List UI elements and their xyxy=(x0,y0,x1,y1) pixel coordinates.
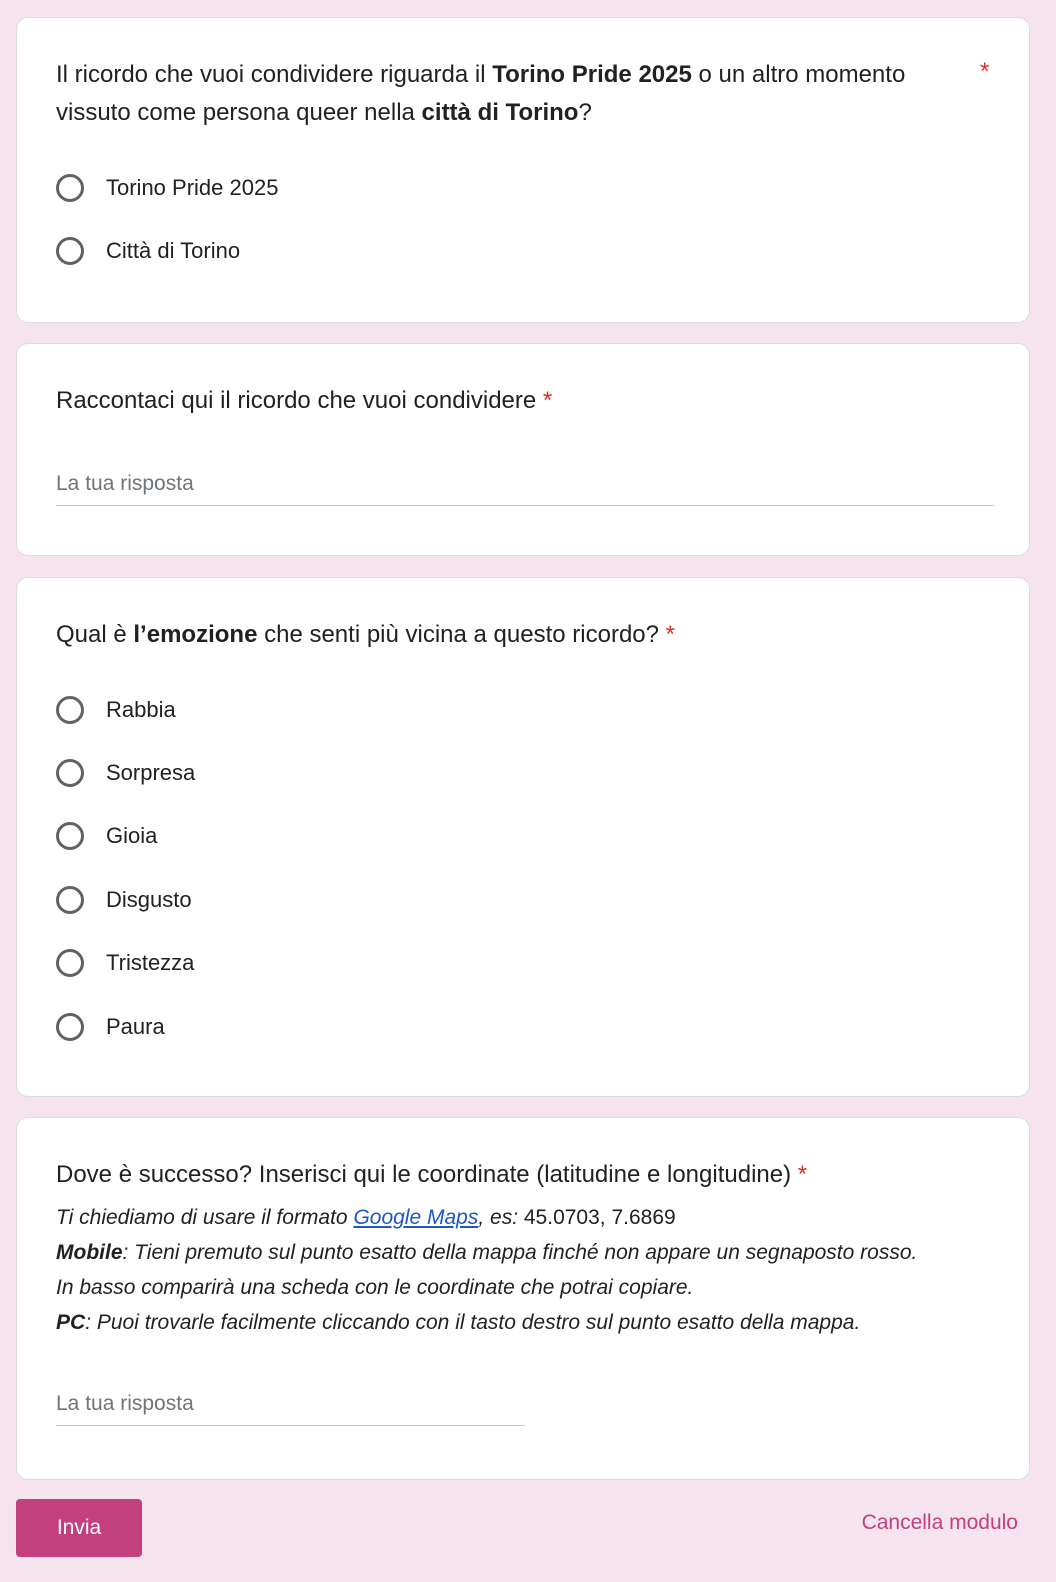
coordinates-answer-input[interactable] xyxy=(56,1390,525,1426)
radio-button[interactable] xyxy=(56,174,84,202)
question-title-memory xyxy=(56,382,552,420)
option-label: Gioia xyxy=(106,823,158,848)
radio-option-gioia[interactable] xyxy=(55,816,157,856)
radio-button[interactable] xyxy=(56,759,84,787)
desc-text: Ti chiediamo di usare il formato xyxy=(56,1206,354,1229)
desc-text: : Tieni premuto sul punto esatto della mappa finché non appare un segnaposto rosso. xyxy=(122,1241,918,1264)
question-description xyxy=(56,1200,1016,1340)
desc-bold-label: PC xyxy=(56,1311,86,1334)
required-asterisk: * xyxy=(980,58,990,85)
option-label: Paura xyxy=(106,1014,165,1039)
title-bold-text: l’emozione xyxy=(133,621,258,648)
radio-option-disgusto[interactable] xyxy=(55,880,192,920)
radio-button[interactable] xyxy=(56,822,84,850)
desc-bold-label: Mobile xyxy=(56,1241,123,1264)
title-bold-text: città di Torino xyxy=(421,99,579,126)
option-label: Tristezza xyxy=(106,950,195,975)
option-label: Città di Torino xyxy=(106,238,241,263)
required-asterisk: * xyxy=(665,621,676,648)
desc-line-mobile xyxy=(56,1235,1016,1270)
question-card-topic xyxy=(16,17,1030,323)
title-bold-text: Torino Pride 2025 xyxy=(492,61,692,88)
option-label: Disgusto xyxy=(106,887,192,912)
option-label: Torino Pride 2025 xyxy=(106,175,279,200)
desc-line-format xyxy=(56,1200,1016,1235)
desc-text: : Puoi trovarle facilmente cliccando con il tasto destro sul punto esatto della mappa. xyxy=(85,1311,861,1334)
title-text: ? xyxy=(578,99,592,126)
question-card-memory xyxy=(16,343,1030,556)
google-maps-link[interactable]: Google Maps xyxy=(353,1206,479,1229)
submit-button[interactable]: Invia xyxy=(16,1499,142,1557)
required-asterisk: * xyxy=(542,387,553,414)
radio-button[interactable] xyxy=(56,886,84,914)
title-text: Qual è xyxy=(56,621,134,648)
title-text: vissuto come persona queer nella xyxy=(56,99,422,126)
question-card-location xyxy=(16,1117,1030,1480)
question-card-emotion xyxy=(16,577,1030,1097)
title-text: che senti più vicina a questo ricordo? xyxy=(257,621,659,648)
required-asterisk: * xyxy=(797,1161,808,1188)
radio-option-torino-pride[interactable] xyxy=(55,168,278,208)
desc-line-pc xyxy=(56,1305,1016,1340)
title-text: Dove è successo? Inserisci qui le coordinate (latitudine e longitudine) xyxy=(56,1161,792,1188)
desc-example-coords: 45.0703, 7.6869 xyxy=(523,1206,676,1229)
radio-option-citta-torino[interactable] xyxy=(55,231,240,271)
radio-option-rabbia[interactable] xyxy=(55,690,176,730)
title-text: Il ricordo che vuoi condividere riguarda il xyxy=(56,61,493,88)
desc-line-card: In basso comparirà una scheda con le coordinate che potrai copiare. xyxy=(56,1276,694,1299)
memory-answer-input[interactable] xyxy=(56,470,994,506)
question-title-emotion xyxy=(56,616,675,654)
question-title-location xyxy=(56,1156,807,1194)
radio-option-sorpresa[interactable] xyxy=(55,753,195,793)
title-text: o un altro momento xyxy=(691,61,906,88)
option-label: Rabbia xyxy=(106,697,176,722)
clear-form-button[interactable]: Cancella modulo xyxy=(861,1511,1018,1534)
radio-button[interactable] xyxy=(56,696,84,724)
option-label: Sorpresa xyxy=(106,760,196,785)
radio-option-tristezza[interactable] xyxy=(55,943,194,983)
radio-button[interactable] xyxy=(56,1013,84,1041)
radio-button[interactable] xyxy=(56,237,84,265)
desc-text: , es: xyxy=(478,1206,524,1229)
question-title-topic xyxy=(56,56,956,132)
radio-button[interactable] xyxy=(56,949,84,977)
title-text: Raccontaci qui il ricordo che vuoi condividere xyxy=(56,387,537,414)
radio-option-paura[interactable] xyxy=(55,1007,165,1047)
